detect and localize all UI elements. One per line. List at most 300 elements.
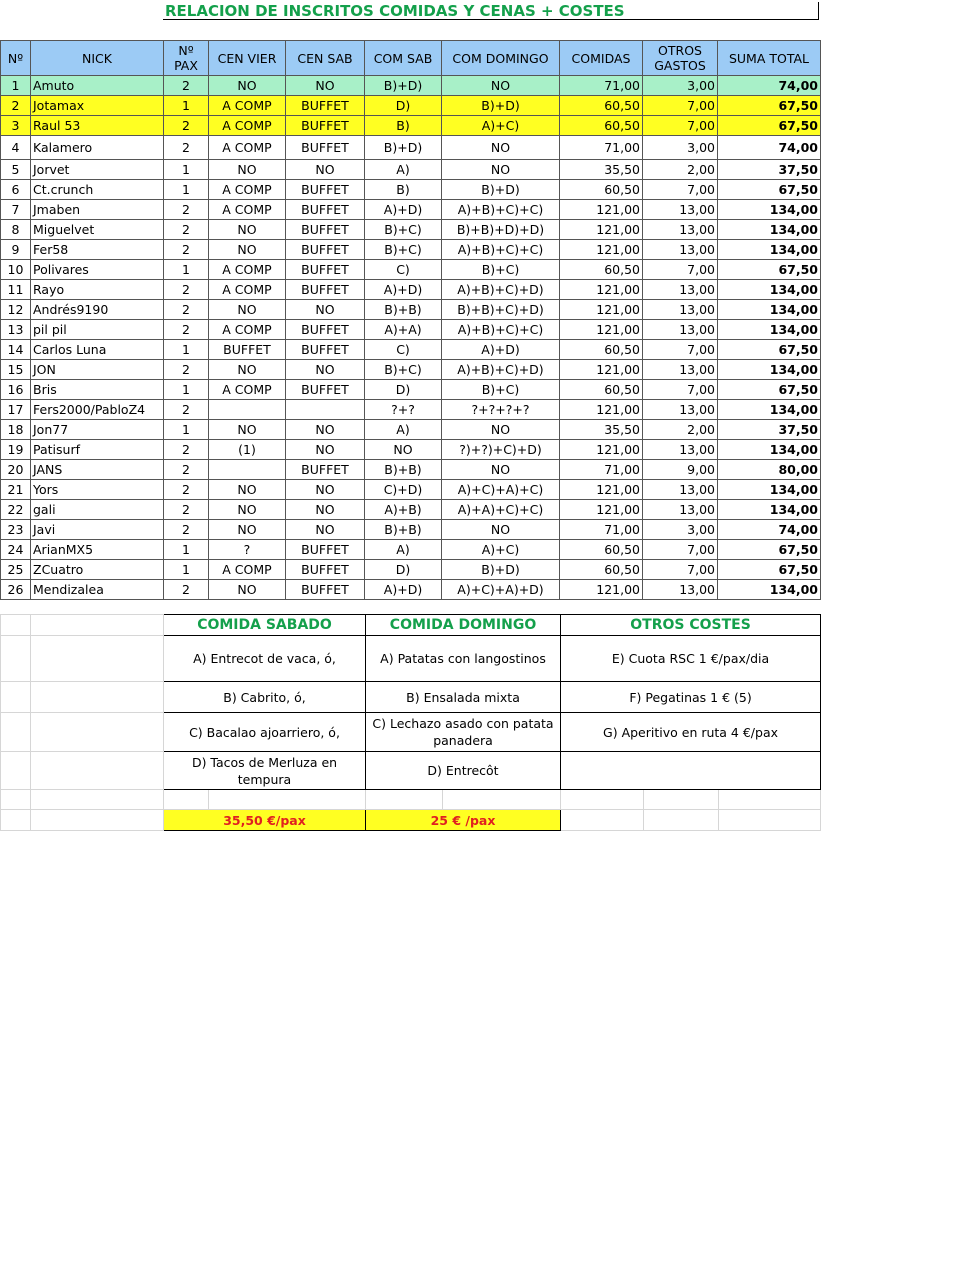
cell-com-sab[interactable]: ?+?	[365, 400, 442, 420]
cell-num[interactable]: 14	[1, 340, 31, 360]
cell-com-sab[interactable]: B)+D)	[365, 76, 442, 96]
cell-cen-sab[interactable]: NO	[286, 480, 365, 500]
cell-otros-gastos[interactable]: 7,00	[643, 260, 718, 280]
cell-nick[interactable]: JON	[31, 360, 164, 380]
cell-pax[interactable]: 2	[164, 136, 209, 160]
cell-cen-vier[interactable]: A COMP	[209, 96, 286, 116]
cell-suma-total[interactable]: 67,50	[718, 340, 821, 360]
cell-cen-vier[interactable]: NO	[209, 220, 286, 240]
cell-cen-vier[interactable]	[209, 400, 286, 420]
cell-cen-sab[interactable]: BUFFET	[286, 580, 365, 600]
cell-cen-vier[interactable]: A COMP	[209, 380, 286, 400]
cell-otros-gastos[interactable]: 2,00	[643, 160, 718, 180]
cell-cen-vier[interactable]: NO	[209, 300, 286, 320]
cell-pax[interactable]: 1	[164, 160, 209, 180]
table-row	[1, 300, 821, 320]
cell-num[interactable]: 23	[1, 520, 31, 540]
cell-cen-sab[interactable]: BUFFET	[286, 340, 365, 360]
cell-comidas[interactable]: 121,00	[560, 320, 643, 340]
cell-suma-total[interactable]: 67,50	[718, 180, 821, 200]
cell-cen-sab[interactable]: BUFFET	[286, 96, 365, 116]
cell-com-sab[interactable]: A)+B)	[365, 500, 442, 520]
cell-com-sab[interactable]: C)+D)	[365, 480, 442, 500]
table-row	[1, 460, 821, 480]
cell-nick[interactable]: Jotamax	[31, 96, 164, 116]
cell-com-domingo[interactable]: A)+A)+C)+C)	[442, 500, 560, 520]
cell-pax[interactable]: 2	[164, 240, 209, 260]
cell-suma-total[interactable]: 80,00	[718, 460, 821, 480]
cell-cen-vier[interactable]: A COMP	[209, 260, 286, 280]
price-sabado: 35,50 €/pax	[164, 810, 366, 831]
cell-nick[interactable]: Jorvet	[31, 160, 164, 180]
table-row	[1, 136, 821, 160]
cell-cen-sab[interactable]: BUFFET	[286, 560, 365, 580]
cell-com-domingo[interactable]: NO	[442, 76, 560, 96]
cell-num[interactable]: 13	[1, 320, 31, 340]
cell-otros-gastos[interactable]: 7,00	[643, 340, 718, 360]
cell-cen-sab[interactable]: NO	[286, 160, 365, 180]
cell-suma-total[interactable]: 134,00	[718, 320, 821, 340]
cell-comidas[interactable]: 60,50	[560, 560, 643, 580]
cell-com-sab[interactable]: A)	[365, 540, 442, 560]
cell-cen-vier[interactable]	[209, 460, 286, 480]
cell-nick[interactable]: Andrés9190	[31, 300, 164, 320]
sheet-title: RELACION DE INSCRITOS COMIDAS Y CENAS + COSTES	[163, 2, 819, 20]
header-col-com-domingo: COM DOMINGO	[442, 41, 560, 76]
cell-num[interactable]: 1	[1, 76, 31, 96]
cell-otros-gastos[interactable]: 7,00	[643, 116, 718, 136]
legend-otros-f: F) Pegatinas 1 € (5)	[561, 682, 821, 713]
cell-cen-sab[interactable]	[286, 400, 365, 420]
cell-cen-vier[interactable]: ?	[209, 540, 286, 560]
cell-cen-vier[interactable]: A COMP	[209, 560, 286, 580]
cell-cen-vier[interactable]: NO	[209, 520, 286, 540]
cell-cen-sab[interactable]: BUFFET	[286, 280, 365, 300]
cell-pax[interactable]: 1	[164, 380, 209, 400]
cell-com-domingo[interactable]: NO	[442, 420, 560, 440]
cell-com-domingo[interactable]: B)+D)	[442, 180, 560, 200]
legend-header-domingo: COMIDA DOMINGO	[366, 615, 561, 636]
cell-com-sab[interactable]: A)+D)	[365, 580, 442, 600]
cell-cen-sab[interactable]: BUFFET	[286, 380, 365, 400]
cell-nick[interactable]: JANS	[31, 460, 164, 480]
legend-otros-empty	[561, 752, 821, 790]
cell-num[interactable]: 5	[1, 160, 31, 180]
cell-com-sab[interactable]: A)+D)	[365, 280, 442, 300]
cell-nick[interactable]: Jmaben	[31, 200, 164, 220]
cell-comidas[interactable]: 60,50	[560, 380, 643, 400]
cell-comidas[interactable]: 60,50	[560, 116, 643, 136]
cell-cen-sab[interactable]: BUFFET	[286, 200, 365, 220]
cell-suma-total[interactable]: 74,00	[718, 136, 821, 160]
cell-suma-total[interactable]: 134,00	[718, 440, 821, 460]
cell-com-sab[interactable]: A)	[365, 420, 442, 440]
cell-pax[interactable]: 2	[164, 500, 209, 520]
cell-num[interactable]: 26	[1, 580, 31, 600]
cell-comidas[interactable]: 121,00	[560, 280, 643, 300]
cell-nick[interactable]: Bris	[31, 380, 164, 400]
cell-nick[interactable]: Javi	[31, 520, 164, 540]
cell-suma-total[interactable]: 134,00	[718, 480, 821, 500]
cell-nick[interactable]: Ct.crunch	[31, 180, 164, 200]
cell-com-sab[interactable]: A)	[365, 160, 442, 180]
cell-cen-sab[interactable]: BUFFET	[286, 220, 365, 240]
cell-cen-sab[interactable]: NO	[286, 420, 365, 440]
cell-suma-total[interactable]: 134,00	[718, 240, 821, 260]
cell-comidas[interactable]: 60,50	[560, 180, 643, 200]
cell-num[interactable]: 17	[1, 400, 31, 420]
cell-pax[interactable]: 2	[164, 440, 209, 460]
cell-cen-sab[interactable]: BUFFET	[286, 460, 365, 480]
cell-otros-gastos[interactable]: 13,00	[643, 320, 718, 340]
header-col-pax: Nº PAX	[164, 41, 209, 76]
cell-pax[interactable]: 2	[164, 116, 209, 136]
cell-com-sab[interactable]: C)	[365, 260, 442, 280]
cell-com-sab[interactable]: B)+B)	[365, 460, 442, 480]
table-row	[1, 260, 821, 280]
cell-pax[interactable]: 2	[164, 400, 209, 420]
cell-num[interactable]: 11	[1, 280, 31, 300]
cell-num[interactable]: 15	[1, 360, 31, 380]
table-row	[1, 96, 821, 116]
cell-cen-vier[interactable]: NO	[209, 240, 286, 260]
cell-nick[interactable]: Miguelvet	[31, 220, 164, 240]
cell-nick[interactable]: Fers2000/PabloZ4	[31, 400, 164, 420]
cell-nick[interactable]: Amuto	[31, 76, 164, 96]
cell-suma-total[interactable]: 134,00	[718, 300, 821, 320]
cell-suma-total[interactable]: 134,00	[718, 280, 821, 300]
cell-suma-total[interactable]: 67,50	[718, 380, 821, 400]
cell-comidas[interactable]: 71,00	[560, 76, 643, 96]
cell-com-domingo[interactable]: B)+B)+C)+D)	[442, 300, 560, 320]
cell-num[interactable]: 19	[1, 440, 31, 460]
cell-otros-gastos[interactable]: 13,00	[643, 240, 718, 260]
cell-comidas[interactable]: 121,00	[560, 500, 643, 520]
table-row	[1, 76, 821, 96]
cell-comidas[interactable]: 121,00	[560, 300, 643, 320]
cell-cen-sab[interactable]: NO	[286, 520, 365, 540]
cell-suma-total[interactable]: 134,00	[718, 580, 821, 600]
cell-num[interactable]: 18	[1, 420, 31, 440]
cell-comidas[interactable]: 121,00	[560, 400, 643, 420]
header-col-nick: NICK	[31, 41, 164, 76]
cell-pax[interactable]: 2	[164, 220, 209, 240]
cell-pax[interactable]: 2	[164, 460, 209, 480]
cell-com-domingo[interactable]: NO	[442, 520, 560, 540]
cell-com-sab[interactable]: D)	[365, 560, 442, 580]
cell-com-domingo[interactable]: A)+D)	[442, 340, 560, 360]
cell-nick[interactable]: ArianMX5	[31, 540, 164, 560]
cell-pax[interactable]: 1	[164, 340, 209, 360]
cell-pax[interactable]: 1	[164, 96, 209, 116]
cell-num[interactable]: 21	[1, 480, 31, 500]
cell-cen-vier[interactable]: A COMP	[209, 200, 286, 220]
legend-otros-e: E) Cuota RSC 1 €/pax/dia	[561, 636, 821, 682]
cell-cen-vier[interactable]: BUFFET	[209, 340, 286, 360]
cell-otros-gastos[interactable]: 13,00	[643, 500, 718, 520]
cell-comidas[interactable]: 121,00	[560, 580, 643, 600]
cell-comidas[interactable]: 71,00	[560, 460, 643, 480]
cell-nick[interactable]: Raul 53	[31, 116, 164, 136]
cell-otros-gastos[interactable]: 13,00	[643, 300, 718, 320]
cell-otros-gastos[interactable]: 3,00	[643, 136, 718, 160]
cell-cen-vier[interactable]: NO	[209, 76, 286, 96]
cell-com-domingo[interactable]: A)+B)+C)+C)	[442, 240, 560, 260]
table-row	[1, 420, 821, 440]
cell-suma-total[interactable]: 37,50	[718, 160, 821, 180]
cell-suma-total[interactable]: 67,50	[718, 540, 821, 560]
cell-com-sab[interactable]: D)	[365, 380, 442, 400]
legend-sabado-b: B) Cabrito, ó,	[164, 682, 366, 713]
cell-com-sab[interactable]: D)	[365, 96, 442, 116]
legend-domingo-c: C) Lechazo asado con patata panadera	[366, 713, 561, 752]
cell-suma-total[interactable]: 134,00	[718, 400, 821, 420]
cell-comidas[interactable]: 121,00	[560, 240, 643, 260]
cell-num[interactable]: 6	[1, 180, 31, 200]
cell-cen-sab[interactable]: BUFFET	[286, 116, 365, 136]
cell-pax[interactable]: 2	[164, 280, 209, 300]
cell-com-domingo[interactable]: A)+B)+C)+C)	[442, 320, 560, 340]
cell-num[interactable]: 9	[1, 240, 31, 260]
cell-com-domingo[interactable]: B)+D)	[442, 96, 560, 116]
cell-nick[interactable]: gali	[31, 500, 164, 520]
cell-suma-total[interactable]: 134,00	[718, 500, 821, 520]
legend-sabado-c: C) Bacalao ajoarriero, ó,	[164, 713, 366, 752]
cell-comidas[interactable]: 121,00	[560, 220, 643, 240]
cell-cen-sab[interactable]: NO	[286, 500, 365, 520]
cell-nick[interactable]: Polivares	[31, 260, 164, 280]
cell-nick[interactable]: Kalamero	[31, 136, 164, 160]
cell-otros-gastos[interactable]: 13,00	[643, 360, 718, 380]
cell-com-sab[interactable]: B)	[365, 116, 442, 136]
cell-suma-total[interactable]: 134,00	[718, 360, 821, 380]
cell-num[interactable]: 24	[1, 540, 31, 560]
cell-suma-total[interactable]: 67,50	[718, 116, 821, 136]
cell-nick[interactable]: pil pil	[31, 320, 164, 340]
cell-pax[interactable]: 2	[164, 580, 209, 600]
cell-suma-total[interactable]: 67,50	[718, 260, 821, 280]
cell-com-domingo[interactable]: A)+C)+A)+C)	[442, 480, 560, 500]
cell-otros-gastos[interactable]: 13,00	[643, 200, 718, 220]
price-domingo: 25 € /pax	[366, 810, 561, 831]
cell-nick[interactable]: ZCuatro	[31, 560, 164, 580]
cell-com-sab[interactable]: A)+D)	[365, 200, 442, 220]
legend-otros-g: G) Aperitivo en ruta 4 €/pax	[561, 713, 821, 752]
cell-com-sab[interactable]: B)+C)	[365, 360, 442, 380]
cell-cen-sab[interactable]: BUFFET	[286, 320, 365, 340]
table-row	[1, 116, 821, 136]
cell-com-sab[interactable]: B)+D)	[365, 136, 442, 160]
cell-num[interactable]: 12	[1, 300, 31, 320]
cell-cen-vier[interactable]: NO	[209, 160, 286, 180]
cell-num[interactable]: 4	[1, 136, 31, 160]
cell-pax[interactable]: 1	[164, 540, 209, 560]
cell-comidas[interactable]: 60,50	[560, 260, 643, 280]
cell-com-sab[interactable]: A)+A)	[365, 320, 442, 340]
cell-cen-vier[interactable]: NO	[209, 580, 286, 600]
cell-suma-total[interactable]: 37,50	[718, 420, 821, 440]
cell-com-sab[interactable]: B)+B)	[365, 520, 442, 540]
cell-nick[interactable]: Fer58	[31, 240, 164, 260]
cell-cen-vier[interactable]: A COMP	[209, 116, 286, 136]
cell-cen-vier[interactable]: A COMP	[209, 280, 286, 300]
cell-com-domingo[interactable]: B)+B)+D)+D)	[442, 220, 560, 240]
cell-otros-gastos[interactable]: 2,00	[643, 420, 718, 440]
cell-otros-gastos[interactable]: 9,00	[643, 460, 718, 480]
cell-comidas[interactable]: 121,00	[560, 440, 643, 460]
cell-pax[interactable]: 2	[164, 200, 209, 220]
cell-otros-gastos[interactable]: 13,00	[643, 580, 718, 600]
cell-num[interactable]: 20	[1, 460, 31, 480]
cell-comidas[interactable]: 35,50	[560, 420, 643, 440]
cell-com-sab[interactable]: B)	[365, 180, 442, 200]
cell-otros-gastos[interactable]: 7,00	[643, 380, 718, 400]
cell-comidas[interactable]: 71,00	[560, 520, 643, 540]
cell-comidas[interactable]: 60,50	[560, 96, 643, 116]
table-row	[1, 160, 821, 180]
cell-num[interactable]: 8	[1, 220, 31, 240]
cell-otros-gastos[interactable]: 13,00	[643, 400, 718, 420]
table-row	[1, 440, 821, 460]
cell-pax[interactable]: 2	[164, 520, 209, 540]
cell-suma-total[interactable]: 67,50	[718, 560, 821, 580]
cell-nick[interactable]: Mendizalea	[31, 580, 164, 600]
cell-pax[interactable]: 1	[164, 180, 209, 200]
cell-pax[interactable]: 1	[164, 420, 209, 440]
cell-num[interactable]: 3	[1, 116, 31, 136]
cell-cen-sab[interactable]: BUFFET	[286, 260, 365, 280]
cell-cen-vier[interactable]: NO	[209, 500, 286, 520]
cell-cen-sab[interactable]: NO	[286, 300, 365, 320]
cell-comidas[interactable]: 60,50	[560, 540, 643, 560]
legend-domingo-a: A) Patatas con langostinos	[366, 636, 561, 682]
cell-pax[interactable]: 2	[164, 76, 209, 96]
table-row	[1, 280, 821, 300]
cell-comidas[interactable]: 71,00	[560, 136, 643, 160]
cell-otros-gastos[interactable]: 7,00	[643, 96, 718, 116]
cell-cen-sab[interactable]: NO	[286, 360, 365, 380]
cell-pax[interactable]: 1	[164, 560, 209, 580]
cell-cen-vier[interactable]: NO	[209, 420, 286, 440]
cell-cen-sab[interactable]: BUFFET	[286, 240, 365, 260]
cell-otros-gastos[interactable]: 3,00	[643, 76, 718, 96]
cell-cen-vier[interactable]: NO	[209, 360, 286, 380]
cell-num[interactable]: 10	[1, 260, 31, 280]
cell-num[interactable]: 22	[1, 500, 31, 520]
cell-com-domingo[interactable]: NO	[442, 460, 560, 480]
cell-cen-sab[interactable]: BUFFET	[286, 540, 365, 560]
cell-com-domingo[interactable]: A)+C)	[442, 540, 560, 560]
cell-nick[interactable]: Carlos Luna	[31, 340, 164, 360]
header-col-comidas: COMIDAS	[560, 41, 643, 76]
cell-com-domingo[interactable]: ?+?+?+?	[442, 400, 560, 420]
cell-com-domingo[interactable]: B)+C)	[442, 260, 560, 280]
cell-comidas[interactable]: 121,00	[560, 360, 643, 380]
cell-cen-vier[interactable]: A COMP	[209, 320, 286, 340]
table-row	[1, 200, 821, 220]
cell-suma-total[interactable]: 134,00	[718, 220, 821, 240]
cell-suma-total[interactable]: 67,50	[718, 96, 821, 116]
cell-cen-vier[interactable]: A COMP	[209, 136, 286, 160]
cell-suma-total[interactable]: 74,00	[718, 520, 821, 540]
legend-sabado-a: A) Entrecot de vaca, ó,	[164, 636, 366, 682]
table-row	[1, 320, 821, 340]
cell-com-sab[interactable]: B)+B)	[365, 300, 442, 320]
cell-com-domingo[interactable]: A)+B)+C)+C)	[442, 200, 560, 220]
cell-com-domingo[interactable]: A)+B)+C)+D)	[442, 280, 560, 300]
cell-pax[interactable]: 2	[164, 320, 209, 340]
legend-header-sabado: COMIDA SABADO	[164, 615, 366, 636]
cell-com-domingo[interactable]: A)+C)	[442, 116, 560, 136]
cell-com-sab[interactable]: C)	[365, 340, 442, 360]
cell-num[interactable]: 7	[1, 200, 31, 220]
cell-cen-sab[interactable]: NO	[286, 76, 365, 96]
cell-nick[interactable]: Patisurf	[31, 440, 164, 460]
cell-otros-gastos[interactable]: 7,00	[643, 540, 718, 560]
cell-com-domingo[interactable]: NO	[442, 160, 560, 180]
cell-comidas[interactable]: 121,00	[560, 200, 643, 220]
cell-pax[interactable]: 1	[164, 260, 209, 280]
cell-cen-sab[interactable]: BUFFET	[286, 136, 365, 160]
inscritos-table	[0, 40, 821, 600]
cell-otros-gastos[interactable]: 13,00	[643, 440, 718, 460]
cell-com-domingo[interactable]: B)+D)	[442, 560, 560, 580]
cell-num[interactable]: 25	[1, 560, 31, 580]
cell-suma-total[interactable]: 134,00	[718, 200, 821, 220]
cell-num[interactable]: 2	[1, 96, 31, 116]
table-row	[1, 180, 821, 200]
legend-domingo-b: B) Ensalada mixta	[366, 682, 561, 713]
legend-table	[0, 614, 821, 831]
cell-com-sab[interactable]: NO	[365, 440, 442, 460]
cell-cen-vier[interactable]: NO	[209, 480, 286, 500]
cell-cen-vier[interactable]: (1)	[209, 440, 286, 460]
cell-com-domingo[interactable]: ?)+?)+C)+D)	[442, 440, 560, 460]
cell-nick[interactable]: Jon77	[31, 420, 164, 440]
cell-comidas[interactable]: 35,50	[560, 160, 643, 180]
table-row	[1, 480, 821, 500]
table-row	[1, 340, 821, 360]
cell-num[interactable]: 16	[1, 380, 31, 400]
cell-com-sab[interactable]: B)+C)	[365, 220, 442, 240]
cell-otros-gastos[interactable]: 3,00	[643, 520, 718, 540]
cell-otros-gastos[interactable]: 7,00	[643, 560, 718, 580]
cell-nick[interactable]: Rayo	[31, 280, 164, 300]
cell-com-domingo[interactable]: NO	[442, 136, 560, 160]
table-row	[1, 380, 821, 400]
cell-com-sab[interactable]: B)+C)	[365, 240, 442, 260]
cell-otros-gastos[interactable]: 13,00	[643, 280, 718, 300]
cell-pax[interactable]: 2	[164, 480, 209, 500]
cell-cen-sab[interactable]: NO	[286, 440, 365, 460]
cell-cen-vier[interactable]: A COMP	[209, 180, 286, 200]
cell-otros-gastos[interactable]: 13,00	[643, 480, 718, 500]
table-row	[1, 360, 821, 380]
cell-com-domingo[interactable]: B)+C)	[442, 380, 560, 400]
cell-com-domingo[interactable]: A)+C)+A)+D)	[442, 580, 560, 600]
cell-com-domingo[interactable]: A)+B)+C)+D)	[442, 360, 560, 380]
cell-pax[interactable]: 2	[164, 360, 209, 380]
cell-otros-gastos[interactable]: 13,00	[643, 220, 718, 240]
cell-comidas[interactable]: 60,50	[560, 340, 643, 360]
cell-otros-gastos[interactable]: 7,00	[643, 180, 718, 200]
cell-cen-sab[interactable]: BUFFET	[286, 180, 365, 200]
cell-suma-total[interactable]: 74,00	[718, 76, 821, 96]
cell-pax[interactable]: 2	[164, 300, 209, 320]
cell-nick[interactable]: Yors	[31, 480, 164, 500]
header-col-com-sab: COM SAB	[365, 41, 442, 76]
cell-comidas[interactable]: 121,00	[560, 480, 643, 500]
